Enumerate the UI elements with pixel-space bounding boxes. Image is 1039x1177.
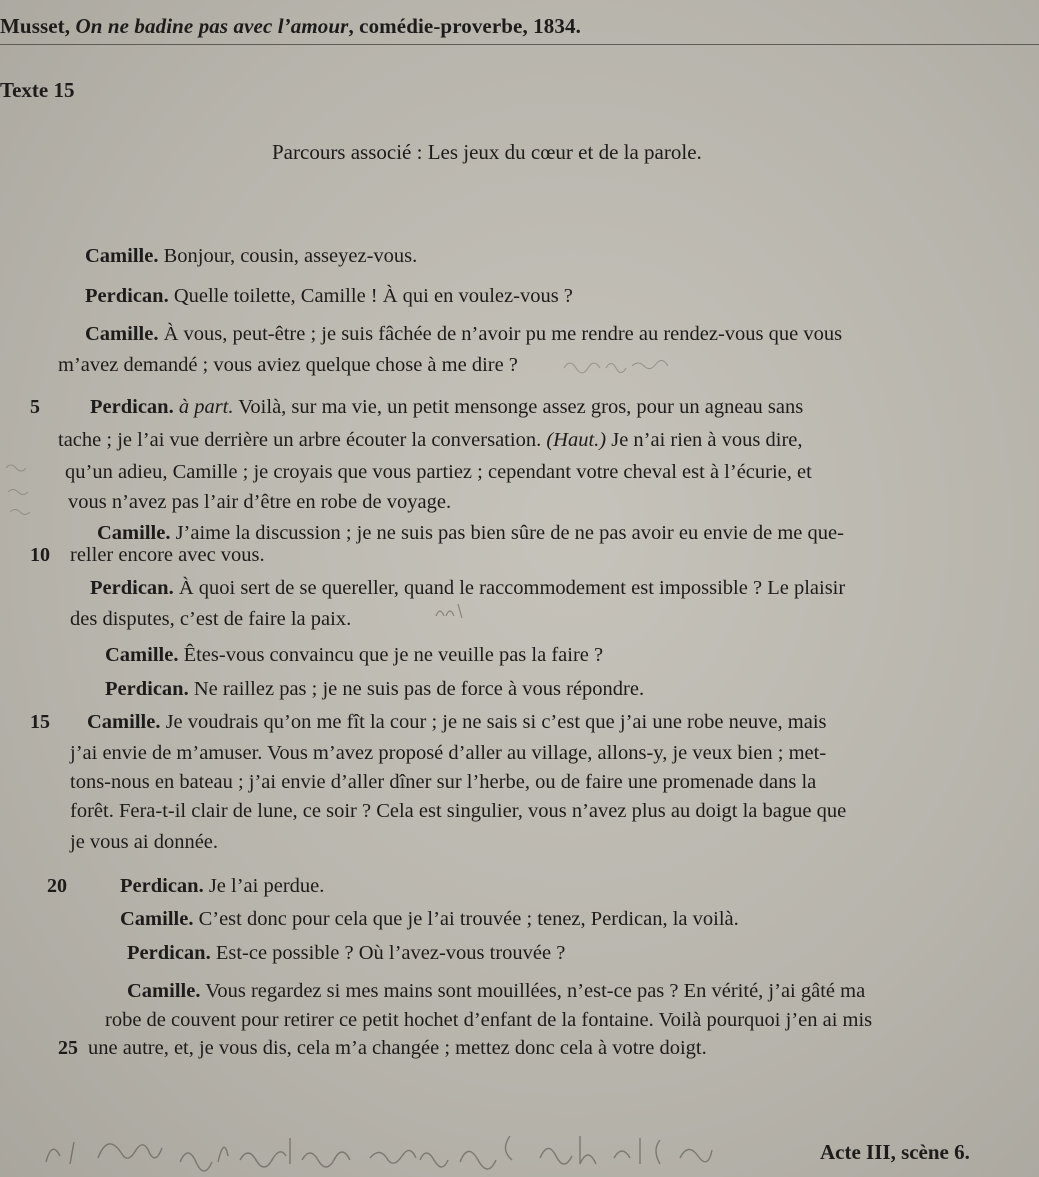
speaker-name: Camille. bbox=[97, 522, 171, 544]
text-line bbox=[58, 353, 518, 377]
replique-text: Je voudrais qu’on me fît la cour ; je ne sais si c’est que j’ai une robe neuve, mais bbox=[160, 711, 827, 733]
speaker-name: Camille. bbox=[120, 908, 194, 930]
text-line bbox=[87, 710, 827, 734]
text-line bbox=[68, 490, 451, 514]
parcours-associe: Parcours associé : Les jeux du cœur et de la parole. bbox=[272, 140, 702, 164]
text-line bbox=[58, 428, 803, 452]
text-line bbox=[70, 799, 846, 823]
replique-text: des disputes, c’est de faire la paix. bbox=[70, 608, 352, 630]
replique-text: Je n’ai rien à vous dire, bbox=[606, 429, 803, 451]
line-number-5: 5 bbox=[30, 396, 40, 418]
replique-text: Voilà, sur ma vie, un petit mensonge assez gros, pour un agneau sans bbox=[233, 396, 804, 418]
pencil-annotation bbox=[432, 600, 472, 624]
speaker-name: Camille. bbox=[87, 711, 161, 733]
text-line bbox=[97, 521, 844, 545]
text-line bbox=[70, 607, 351, 631]
text-line bbox=[105, 643, 603, 667]
line-number-20: 20 bbox=[47, 875, 67, 897]
replique-text: Est-ce possible ? Où l’avez-vous trouvée ? bbox=[210, 942, 566, 964]
text-line bbox=[65, 460, 812, 484]
replique-text: tache ; je l’ai vue derrière un arbre écouter la conversation. bbox=[58, 429, 547, 451]
stage-direction: (Haut.) bbox=[546, 429, 607, 451]
text-line bbox=[90, 576, 845, 600]
header-rest: , comédie-proverbe, 1834. bbox=[348, 14, 581, 38]
replique-text: Ne raillez pas ; je ne suis pas de force à vous répondre. bbox=[188, 678, 645, 700]
pencil-annotation bbox=[2, 458, 42, 528]
replique-text: robe de couvent pour retirer ce petit hochet d’enfant de la fontaine. Voilà pourquoi j’en ai mis bbox=[105, 1009, 873, 1031]
speaker-name: Camille. bbox=[127, 980, 201, 1002]
line-number-25: 25 bbox=[58, 1037, 78, 1059]
text-line bbox=[70, 543, 265, 567]
replique-text: tons-nous en bateau ; j’ai envie d’aller dîner sur l’herbe, ou de faire une promenade dans la bbox=[70, 771, 817, 793]
text-line bbox=[70, 830, 218, 854]
text-line bbox=[85, 284, 573, 308]
replique-text: reller encore avec vous. bbox=[70, 544, 265, 566]
source-reference: Acte III, scène 6. bbox=[820, 1140, 970, 1164]
speaker-name: Camille. bbox=[85, 245, 159, 267]
speaker-name: Perdican. bbox=[120, 875, 204, 897]
replique-text: qu’un adieu, Camille ; je croyais que vous partiez ; cependant votre cheval est à l’écurie, et bbox=[65, 461, 812, 483]
replique-text: vous n’avez pas l’air d’être en robe de voyage. bbox=[68, 491, 452, 513]
text-line bbox=[120, 874, 324, 898]
speaker-name: Perdican. bbox=[127, 942, 211, 964]
replique-text: Êtes-vous convaincu que je ne veuille pas la faire ? bbox=[178, 644, 604, 666]
replique-text: C’est donc pour cela que je l’ai trouvée ; tenez, Perdican, la voilà. bbox=[193, 908, 739, 930]
speaker-name: Perdican. bbox=[85, 285, 169, 307]
speaker-name: Perdican. bbox=[90, 396, 174, 418]
text-line bbox=[70, 770, 816, 794]
header-title: On ne badine pas avec l’amour bbox=[75, 14, 349, 38]
replique-text: À vous, peut-être ; je suis fâchée de n’avoir pu me rendre au rendez-vous que vous bbox=[158, 323, 843, 345]
text-line bbox=[88, 1036, 707, 1060]
replique-text: forêt. Fera-t-il clair de lune, ce soir ? Cela est singulier, vous n’avez plus au doigt la bague que bbox=[70, 800, 847, 822]
replique-text: Bonjour, cousin, asseyez-vous. bbox=[158, 245, 418, 267]
replique-text: j’ai envie de m’amuser. Vous m’avez proposé d’aller au village, allons-y, je veux bien ; met- bbox=[70, 742, 827, 764]
text-line bbox=[85, 244, 417, 268]
replique-text: Vous regardez si mes mains sont mouillées, n’est-ce pas ? En vérité, j’ai gâté ma bbox=[200, 980, 866, 1002]
replique-text: je vous ai donnée. bbox=[70, 831, 219, 853]
document-header bbox=[0, 14, 581, 39]
text-line bbox=[85, 322, 842, 346]
replique-text: J’aime la discussion ; je ne suis pas bien sûre de ne pas avoir eu envie de me que- bbox=[170, 522, 844, 544]
text-line bbox=[120, 907, 739, 931]
text-line bbox=[90, 395, 803, 419]
speaker-name: Perdican. bbox=[105, 678, 189, 700]
replique-text: une autre, et, je vous dis, cela m’a changée ; mettez donc cela à votre doigt. bbox=[88, 1037, 707, 1059]
text-line bbox=[127, 979, 865, 1003]
replique-text: Quelle toilette, Camille ! À qui en voulez-vous ? bbox=[168, 285, 573, 307]
text-line bbox=[105, 677, 644, 701]
replique-text: Je l’ai perdue. bbox=[203, 875, 325, 897]
line-number-15: 15 bbox=[30, 711, 50, 733]
pencil-annotation bbox=[560, 350, 700, 376]
handwritten-note bbox=[40, 1128, 820, 1176]
texte-label: Texte 15 bbox=[0, 78, 75, 102]
replique-text: À quoi sert de se quereller, quand le raccommodement est impossible ? Le plaisir bbox=[173, 577, 846, 599]
replique-text: m’avez demandé ; vous aviez quelque chose à me dire ? bbox=[58, 354, 518, 376]
speaker-name: Perdican. bbox=[90, 577, 174, 599]
text-line bbox=[70, 741, 826, 765]
stage-direction: à part. bbox=[173, 396, 234, 418]
header-author: Musset, bbox=[0, 14, 76, 38]
speaker-name: Camille. bbox=[85, 323, 159, 345]
header-rule bbox=[0, 44, 1039, 45]
text-line bbox=[105, 1008, 872, 1032]
speaker-name: Camille. bbox=[105, 644, 179, 666]
text-line bbox=[127, 941, 565, 965]
line-number-10: 10 bbox=[30, 544, 50, 566]
